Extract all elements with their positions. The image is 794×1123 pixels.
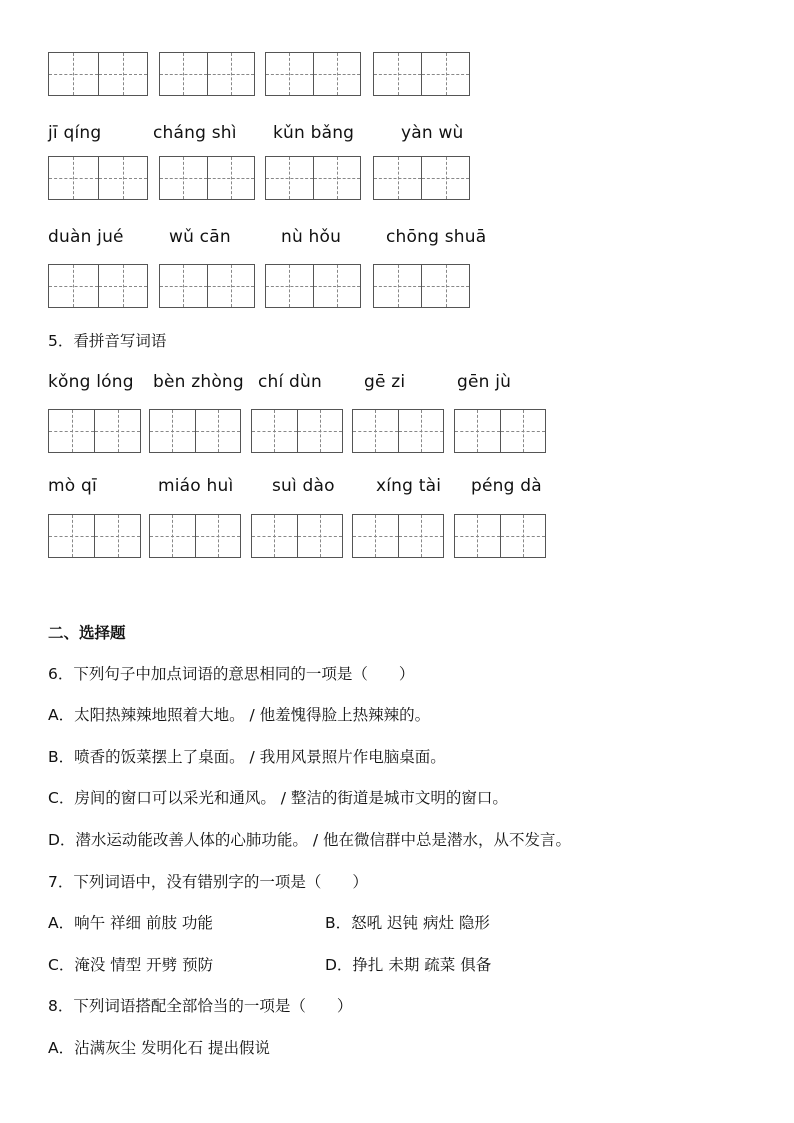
writing-box[interactable]	[373, 264, 470, 308]
section-2-title: 二、选择题	[48, 624, 126, 642]
question-6-option-a[interactable]: A．太阳热辣辣地照着大地。 / 他羞愧得脸上热辣辣的。	[48, 706, 431, 724]
writing-box[interactable]	[159, 52, 255, 96]
question-7-option-d[interactable]: D．挣扎 未期 疏菜 俱备	[325, 956, 492, 974]
writing-box[interactable]	[352, 409, 444, 453]
question-7-stem: 7．下列词语中，没有错别字的一项是（ ）	[48, 873, 368, 891]
writing-box[interactable]	[48, 514, 141, 558]
writing-box[interactable]	[48, 264, 148, 308]
pinyin-label: mò qī	[48, 476, 97, 496]
question-8-option-a[interactable]: A．沾满灰尘 发明化石 提出假说	[48, 1039, 270, 1057]
question-5-title: 5．看拼音写词语	[48, 332, 167, 350]
question-7-option-b[interactable]: B．怒吼 迟钝 病灶 隐形	[325, 914, 490, 932]
pinyin-label: bèn zhòng	[153, 372, 244, 392]
writing-box[interactable]	[159, 156, 255, 200]
question-7-option-c[interactable]: C．淹没 情型 开劈 预防	[48, 956, 214, 974]
pinyin-label: nù hǒu	[281, 227, 342, 247]
pinyin-label: chí dùn	[258, 372, 322, 392]
writing-box[interactable]	[251, 514, 343, 558]
pinyin-label: péng dà	[471, 476, 542, 496]
writing-box[interactable]	[373, 52, 470, 96]
writing-box[interactable]	[48, 52, 148, 96]
pinyin-label: kǒng lóng	[48, 372, 134, 392]
question-7-option-a[interactable]: A．响午 祥细 前肢 功能	[48, 914, 213, 932]
question-6-option-c[interactable]: C．房间的窗口可以采光和通风。 / 整洁的街道是城市文明的窗口。	[48, 789, 508, 807]
pinyin-label: wǔ cān	[169, 227, 231, 247]
writing-box[interactable]	[149, 409, 241, 453]
pinyin-label: jī qíng	[48, 123, 102, 143]
pinyin-label: suì dào	[272, 476, 335, 496]
pinyin-label: duàn jué	[48, 227, 124, 247]
writing-box[interactable]	[48, 156, 148, 200]
writing-box[interactable]	[48, 409, 141, 453]
writing-box[interactable]	[265, 156, 361, 200]
writing-box[interactable]	[159, 264, 255, 308]
pinyin-label: gē zi	[364, 372, 406, 392]
pinyin-label: chōng shuā	[386, 227, 487, 247]
writing-box[interactable]	[454, 409, 546, 453]
writing-box[interactable]	[265, 264, 361, 308]
writing-box[interactable]	[454, 514, 546, 558]
pinyin-label: gēn jù	[457, 372, 512, 392]
writing-box[interactable]	[149, 514, 241, 558]
question-6-option-b[interactable]: B．喷香的饭菜摆上了桌面。 / 我用风景照片作电脑桌面。	[48, 748, 446, 766]
pinyin-label: kǔn bǎng	[273, 123, 355, 143]
question-6-stem: 6．下列句子中加点词语的意思相同的一项是（ ）	[48, 665, 415, 683]
question-8-stem: 8．下列词语搭配全部恰当的一项是（ ）	[48, 997, 353, 1015]
writing-box[interactable]	[251, 409, 343, 453]
pinyin-label: miáo huì	[158, 476, 234, 496]
writing-box[interactable]	[265, 52, 361, 96]
question-6-option-d[interactable]: D．潜水运动能改善人体的心肺功能。 / 他在微信群中总是潜水，从不发言。	[48, 831, 572, 849]
pinyin-label: cháng shì	[153, 123, 237, 143]
pinyin-label: xíng tài	[376, 476, 442, 496]
pinyin-label: yàn wù	[401, 123, 464, 143]
writing-box[interactable]	[352, 514, 444, 558]
writing-box[interactable]	[373, 156, 470, 200]
